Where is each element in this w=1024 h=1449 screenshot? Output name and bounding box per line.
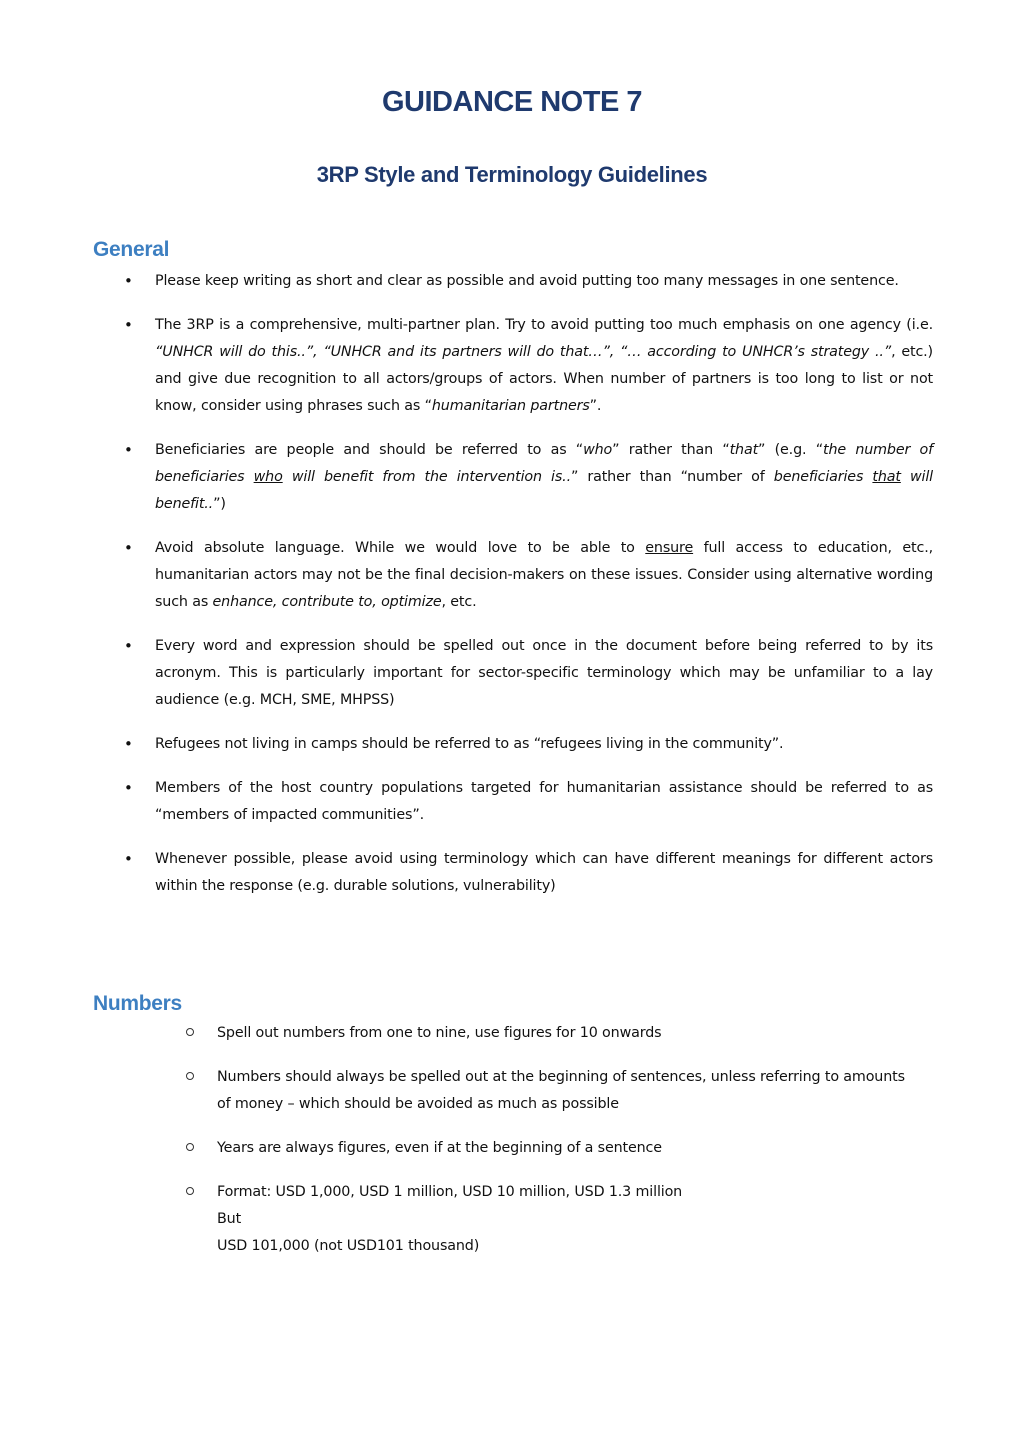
list-item [0,633,1024,714]
bullet-text: The 3RP is a comprehensive, multi-partner plan. Try to avoid putting too much emphasis on one agency (i.e. “UNHCR will do this..”, “UNHCR and its partners will do that…”, “… according to UNHCR’s strategy ..”, etc.) and give due recognition to all actors/groups of actors. When number of partners is too long to list or not know, consider using phrases such as “humanitarian partners”. [155,317,933,414]
list-item [0,1064,1024,1118]
bullet-text: Please keep writing as short and clear as possible and avoid putting too many messages in one sentence. [155,273,899,289]
list-item [0,312,1024,420]
circle-bullet-icon [186,1143,194,1151]
list-item-text: Format: USD 1,000, USD 1 million, USD 10 million, USD 1.3 million But USD 101,000 (not USD101 thousand) [217,1184,683,1254]
bullet-text: Every word and expression should be spelled out once in the document before being referred to by its acronym. This is particularly important for sector-specific terminology which may be unfamiliar to a lay audience (e.g. MCH, SME, MHPSS) [155,638,933,708]
list-item [0,1179,1024,1260]
bullet-text: Refugees not living in camps should be referred to as “refugees living in the community”. [155,736,784,752]
bullet-icon: • [124,735,133,753]
bullet-icon: • [124,779,133,797]
general-bullet-list [0,268,1024,917]
list-item [0,846,1024,900]
list-item-text: Spell out numbers from one to nine, use figures for 10 onwards [217,1025,662,1041]
page-title: GUIDANCE NOTE 7 [382,86,642,118]
list-item [0,437,1024,518]
bullet-text: Avoid absolute language. While we would love to be able to ensure full access to education, etc., humanitarian actors may not be the final decision-makers on these issues. Consider using alternative wording such as enhance, contribute to, optimize, etc. [155,540,933,610]
list-item [0,268,1024,295]
list-item [0,775,1024,829]
bullet-icon: • [124,539,133,557]
list-item [0,1135,1024,1162]
list-item-text: Years are always figures, even if at the beginning of a sentence [217,1140,662,1156]
bullet-text: Members of the host country populations targeted for humanitarian assistance should be referred to as “members of impacted communities”. [155,780,933,823]
bullet-icon: • [124,316,133,334]
bullet-icon: • [124,272,133,290]
list-item [0,1020,1024,1047]
circle-bullet-icon [186,1187,194,1195]
bullet-icon: • [124,850,133,868]
section-heading-numbers: Numbers [93,992,182,1015]
numbers-list [0,1020,1024,1277]
section-heading-general: General [93,238,170,261]
circle-bullet-icon [186,1072,194,1080]
bullet-icon: • [124,637,133,655]
bullet-icon: • [124,441,133,459]
list-item [0,731,1024,758]
circle-bullet-icon [186,1028,194,1036]
bullet-text: Beneficiaries are people and should be referred to as “who” rather than “that” (e.g. “the number of beneficiaries who will benefit from the intervention is..” rather than “number of beneficiaries that will benefit..”) [155,442,934,512]
page-subtitle: 3RP Style and Terminology Guidelines [316,162,708,187]
list-item [0,535,1024,616]
list-item-text: Numbers should always be spelled out at the beginning of sentences, unless referring to amounts of money – which should be avoided as much as possible [217,1069,905,1112]
bullet-text: Whenever possible, please avoid using terminology which can have different meanings for different actors within the response (e.g. durable solutions, vulnerability) [155,851,933,894]
